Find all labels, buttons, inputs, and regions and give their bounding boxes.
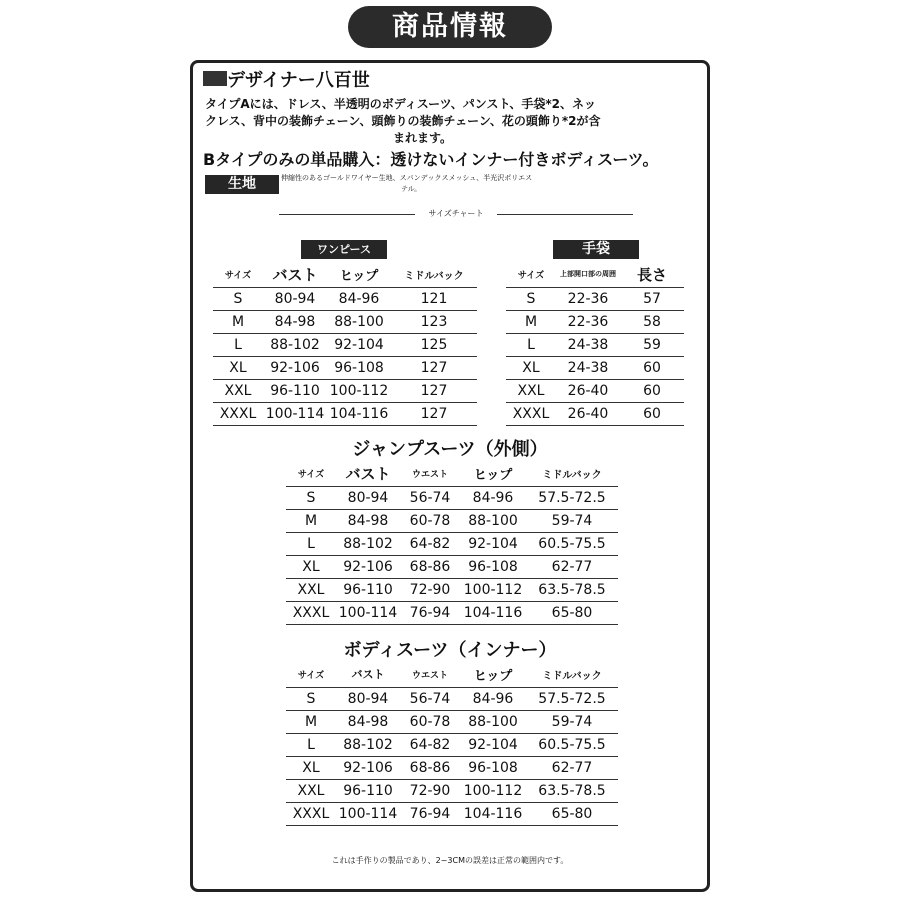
table-cell: M <box>286 711 336 734</box>
table-cell: 60.5-75.5 <box>526 533 618 556</box>
table-cell: XL <box>286 757 336 780</box>
table-row <box>213 357 477 380</box>
table-cell: 56-74 <box>400 688 460 711</box>
table-cell: 125 <box>391 334 477 357</box>
table-row <box>286 803 618 826</box>
table-row <box>506 334 684 357</box>
table-cell: S <box>506 288 556 311</box>
intro-line-1: タイプAには、ドレス、半透明のボディスーツ、パンスト、手袋*2、ネッ <box>205 97 596 111</box>
table-cell: 121 <box>391 288 477 311</box>
table-cell: XL <box>286 556 336 579</box>
table-cell: XXXL <box>506 403 556 426</box>
table-cell: 59-74 <box>526 711 618 734</box>
table-cell: 64-82 <box>400 533 460 556</box>
table-row <box>286 711 618 734</box>
table-cell: 96-110 <box>263 380 327 403</box>
column-header: ミドルバック <box>542 469 602 481</box>
column-header: サイズ <box>297 469 325 480</box>
table-cell: 100-114 <box>263 403 327 426</box>
table-cell: 84-98 <box>336 711 400 734</box>
table-cell: 96-110 <box>336 780 400 803</box>
fabric-line-2: テル。 <box>401 185 422 193</box>
table-cell: 58 <box>620 311 684 334</box>
fabric-description <box>281 173 532 195</box>
column-header: バスト <box>272 265 318 284</box>
column-header: サイズ <box>297 670 325 681</box>
column-header: ウエスト <box>411 670 448 681</box>
table-cell: 62-77 <box>526 757 618 780</box>
table-row <box>286 579 618 602</box>
table-cell: 92-106 <box>263 357 327 380</box>
table-cell: 96-108 <box>460 757 526 780</box>
table-cell: 127 <box>391 357 477 380</box>
table-row <box>286 757 618 780</box>
table-cell: 80-94 <box>263 288 327 311</box>
table-cell: 60 <box>620 357 684 380</box>
table-cell: 60 <box>620 380 684 403</box>
intro-line-2: クレス、背中の装飾チェーン、頭飾りの装飾チェーン、花の頭飾り*2が含 <box>205 114 601 128</box>
table-cell: 72-90 <box>400 579 460 602</box>
fabric-line-1: 伸縮性のあるゴールドワイヤー生地、スパンデックスメッシュ、半光沢ポリエス <box>281 174 533 182</box>
table-cell: 104-116 <box>327 403 391 426</box>
table-cell: XXL <box>213 380 263 403</box>
jumpsuit-table <box>286 460 618 625</box>
table-cell: 104-116 <box>460 803 526 826</box>
table-cell: S <box>286 688 336 711</box>
table-cell: 100-114 <box>336 803 400 826</box>
table-cell: 100-112 <box>327 380 391 403</box>
table-row <box>286 487 618 510</box>
gloves-tag: 手袋 <box>553 240 639 259</box>
gloves-table <box>506 261 684 426</box>
table-header-row <box>286 661 618 688</box>
table-cell: 63.5-78.5 <box>526 780 618 803</box>
table-row <box>286 688 618 711</box>
column-header: ミドルバック <box>404 270 464 282</box>
table-cell: XXL <box>506 380 556 403</box>
table-cell: S <box>213 288 263 311</box>
table-cell: 92-106 <box>336 556 400 579</box>
bodysuit-table <box>286 661 618 826</box>
table-cell: 92-104 <box>460 734 526 757</box>
table-cell: M <box>213 311 263 334</box>
table-cell: 60 <box>620 403 684 426</box>
table-cell: 92-104 <box>460 533 526 556</box>
table-cell: L <box>286 533 336 556</box>
table-cell: 84-96 <box>460 487 526 510</box>
onepiece-tag: ワンピース <box>301 240 387 259</box>
table-cell: 26-40 <box>556 380 620 403</box>
size-chart-divider <box>279 208 633 220</box>
footer-note: これは手作りの製品であり、2~3CMの誤差は正常の範囲内です。 <box>331 856 569 865</box>
table-cell: 62-77 <box>526 556 618 579</box>
table-cell: XXXL <box>286 602 336 625</box>
table-cell: 92-106 <box>336 757 400 780</box>
table-cell: XXXL <box>213 403 263 426</box>
table-cell: 123 <box>391 311 477 334</box>
table-cell: 57.5-72.5 <box>526 688 618 711</box>
size-chart-label: サイズチャート <box>428 209 484 218</box>
table-row <box>286 533 618 556</box>
table-row <box>213 380 477 403</box>
fabric-tag: 生地 <box>205 175 279 194</box>
column-header: バスト <box>345 464 391 483</box>
table-cell: XXL <box>286 780 336 803</box>
table-cell: 65-80 <box>526 602 618 625</box>
table-cell: 24-38 <box>556 357 620 380</box>
table-cell: 24-38 <box>556 334 620 357</box>
table-cell: M <box>506 311 556 334</box>
table-cell: 76-94 <box>400 602 460 625</box>
table-cell: 60.5-75.5 <box>526 734 618 757</box>
table-row <box>506 311 684 334</box>
column-header: 長さ <box>636 265 667 284</box>
table-cell: L <box>213 334 263 357</box>
table-cell: 56-74 <box>400 487 460 510</box>
table-cell: 92-104 <box>327 334 391 357</box>
column-header: サイズ <box>224 270 252 281</box>
column-header: バスト <box>351 668 385 681</box>
table-cell: XL <box>506 357 556 380</box>
product-info-card <box>190 60 710 892</box>
table-cell: 68-86 <box>400 556 460 579</box>
table-cell: 63.5-78.5 <box>526 579 618 602</box>
header-title: 商品情報 <box>348 6 552 48</box>
type-b-description: Bタイプのみの単品購入：透けないインナー付きボディスーツ。 <box>203 150 659 169</box>
column-header: サイズ <box>517 270 545 281</box>
column-header: ヒップ <box>473 467 513 483</box>
table-cell: 84-98 <box>263 311 327 334</box>
column-header: ヒップ <box>339 268 379 284</box>
table-cell: 59 <box>620 334 684 357</box>
table-cell: 104-116 <box>460 602 526 625</box>
table-cell: 80-94 <box>336 688 400 711</box>
table-cell: 88-100 <box>460 711 526 734</box>
table-cell: 64-82 <box>400 734 460 757</box>
table-row <box>506 403 684 426</box>
table-cell: 96-108 <box>327 357 391 380</box>
table-cell: L <box>506 334 556 357</box>
table-row <box>286 602 618 625</box>
table-cell: 84-96 <box>327 288 391 311</box>
table-cell: 96-108 <box>460 556 526 579</box>
intro-line-3: まれます。 <box>393 131 453 145</box>
table-row <box>213 403 477 426</box>
table-row <box>286 510 618 533</box>
table-cell: 26-40 <box>556 403 620 426</box>
table-header-row <box>286 460 618 487</box>
table-cell: XXL <box>286 579 336 602</box>
table-cell: 59-74 <box>526 510 618 533</box>
table-cell: S <box>286 487 336 510</box>
table-cell: 65-80 <box>526 803 618 826</box>
redaction-mark <box>203 71 227 86</box>
table-cell: M <box>286 510 336 533</box>
column-header: 上部開口部の周囲 <box>560 269 616 278</box>
table-cell: 60-78 <box>400 711 460 734</box>
table-header-row <box>506 261 684 288</box>
divider-line-right <box>497 214 633 215</box>
table-cell: 88-102 <box>336 533 400 556</box>
onepiece-table <box>213 261 477 426</box>
table-cell: 76-94 <box>400 803 460 826</box>
table-cell: 100-114 <box>336 602 400 625</box>
table-row <box>506 357 684 380</box>
table-row <box>213 334 477 357</box>
table-cell: 100-112 <box>460 579 526 602</box>
table-row <box>506 288 684 311</box>
table-cell: 72-90 <box>400 780 460 803</box>
table-cell: 60-78 <box>400 510 460 533</box>
table-row <box>213 311 477 334</box>
table-row <box>213 288 477 311</box>
table-cell: XXXL <box>286 803 336 826</box>
table-row <box>286 734 618 757</box>
table-row <box>286 780 618 803</box>
bodysuit-title: ボディスーツ（インナー） <box>343 640 557 661</box>
table-header-row <box>213 261 477 288</box>
table-cell: 88-100 <box>327 311 391 334</box>
table-cell: L <box>286 734 336 757</box>
table-cell: 22-36 <box>556 288 620 311</box>
table-cell: 88-102 <box>263 334 327 357</box>
column-header: ウエスト <box>411 469 448 480</box>
table-cell: XL <box>213 357 263 380</box>
table-cell: 88-102 <box>336 734 400 757</box>
table-cell: 80-94 <box>336 487 400 510</box>
table-cell: 127 <box>391 380 477 403</box>
table-cell: 57.5-72.5 <box>526 487 618 510</box>
table-cell: 88-100 <box>460 510 526 533</box>
table-cell: 127 <box>391 403 477 426</box>
table-cell: 22-36 <box>556 311 620 334</box>
table-row <box>286 556 618 579</box>
table-cell: 84-96 <box>460 688 526 711</box>
jumpsuit-title: ジャンプスーツ（外側） <box>352 439 548 460</box>
column-header: ヒップ <box>473 668 513 684</box>
product-title: デザイナー八百世 <box>227 70 370 91</box>
table-cell: 68-86 <box>400 757 460 780</box>
column-header: ミドルバック <box>542 670 602 682</box>
table-cell: 96-110 <box>336 579 400 602</box>
table-cell: 57 <box>620 288 684 311</box>
table-row <box>506 380 684 403</box>
table-cell: 100-112 <box>460 780 526 803</box>
table-cell: 84-98 <box>336 510 400 533</box>
